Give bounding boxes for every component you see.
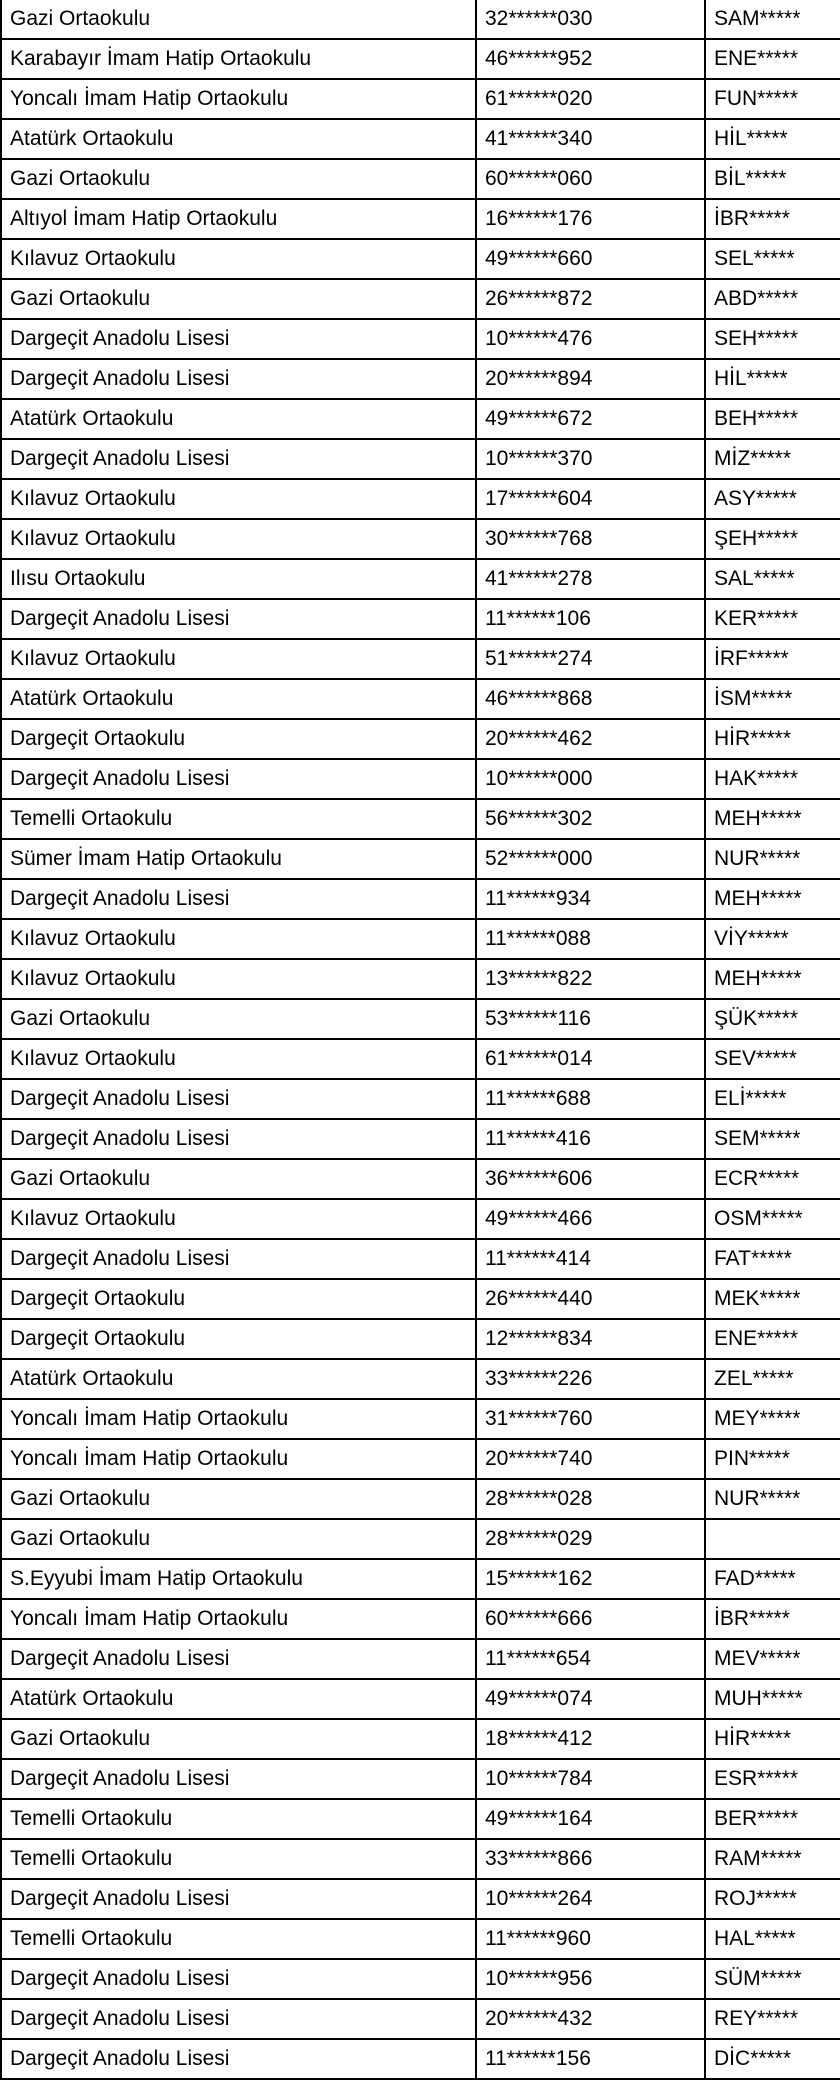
id-number-cell[interactable]: 60******060 (476, 159, 705, 199)
id-number-cell[interactable]: 56******302 (476, 799, 705, 839)
school-cell[interactable]: Dargeçit Anadolu Lisesi (1, 1079, 476, 1119)
name-cell[interactable]: MİZ***** (705, 439, 840, 479)
name-cell[interactable]: OSM***** (705, 1199, 840, 1239)
id-number-cell[interactable]: 11******106 (476, 599, 705, 639)
name-cell[interactable]: HİL***** (705, 359, 840, 399)
name-cell[interactable]: FAT***** (705, 1239, 840, 1279)
name-cell[interactable]: VİY***** (705, 919, 840, 959)
name-cell[interactable]: ELİ***** (705, 1079, 840, 1119)
school-cell[interactable]: Dargeçit Anadolu Lisesi (1, 319, 476, 359)
table-row (1, 1479, 840, 1519)
table-row (1, 1559, 840, 1599)
table-row (1, 879, 840, 919)
table-row (1, 999, 840, 1039)
name-cell[interactable]: ESR***** (705, 1759, 840, 1799)
school-cell[interactable]: Gazi Ortaokulu (1, 1719, 476, 1759)
school-cell[interactable]: Kılavuz Ortaokulu (1, 519, 476, 559)
table-row (1, 439, 840, 479)
id-number-cell[interactable]: 51******274 (476, 639, 705, 679)
table-row (1, 399, 840, 439)
id-number-cell[interactable]: 46******952 (476, 39, 705, 79)
name-cell[interactable]: HİL***** (705, 119, 840, 159)
table-row (1, 1999, 840, 2039)
id-number-cell[interactable]: 17******604 (476, 479, 705, 519)
school-cell[interactable]: Kılavuz Ortaokulu (1, 919, 476, 959)
table-row (1, 1719, 840, 1759)
school-cell[interactable]: Temelli Ortaokulu (1, 1799, 476, 1839)
id-number-cell[interactable]: 20******740 (476, 1439, 705, 1479)
id-number-cell[interactable]: 16******176 (476, 199, 705, 239)
school-cell[interactable]: Dargeçit Anadolu Lisesi (1, 1879, 476, 1919)
table-row (1, 479, 840, 519)
table-row (1, 759, 840, 799)
school-cell[interactable]: Dargeçit Anadolu Lisesi (1, 1639, 476, 1679)
school-cell[interactable]: Kılavuz Ortaokulu (1, 1039, 476, 1079)
table-row (1, 1959, 840, 1999)
id-number-cell[interactable]: 11******960 (476, 1919, 705, 1959)
school-cell[interactable]: Dargeçit Ortaokulu (1, 1319, 476, 1359)
id-number-cell[interactable]: 13******822 (476, 959, 705, 999)
table-body (1, 0, 840, 2079)
id-number-cell[interactable]: 11******156 (476, 2039, 705, 2079)
school-cell[interactable]: Ilısu Ortaokulu (1, 559, 476, 599)
table-row (1, 1279, 840, 1319)
school-cell[interactable]: Atatürk Ortaokulu (1, 1679, 476, 1719)
name-cell[interactable]: ZEL***** (705, 1359, 840, 1399)
name-cell[interactable]: ŞÜK***** (705, 999, 840, 1039)
table-row (1, 1199, 840, 1239)
id-number-cell[interactable]: 61******020 (476, 79, 705, 119)
school-cell[interactable]: Dargeçit Anadolu Lisesi (1, 1999, 476, 2039)
name-cell[interactable]: SAM***** (705, 0, 840, 39)
school-cell[interactable]: Dargeçit Anadolu Lisesi (1, 1759, 476, 1799)
school-cell[interactable]: Gazi Ortaokulu (1, 1519, 476, 1559)
name-cell[interactable]: BEH***** (705, 399, 840, 439)
name-cell[interactable] (705, 1519, 840, 1559)
school-cell[interactable]: Dargeçit Anadolu Lisesi (1, 359, 476, 399)
table-row (1, 1119, 840, 1159)
school-cell[interactable]: Atatürk Ortaokulu (1, 1359, 476, 1399)
id-number-cell[interactable]: 49******672 (476, 399, 705, 439)
table-row (1, 519, 840, 559)
id-number-cell[interactable]: 11******934 (476, 879, 705, 919)
table-row (1, 1439, 840, 1479)
id-number-cell[interactable]: 26******440 (476, 1279, 705, 1319)
name-cell[interactable]: İBR***** (705, 199, 840, 239)
school-cell[interactable]: Altıyol İmam Hatip Ortaokulu (1, 199, 476, 239)
name-cell[interactable]: İSM***** (705, 679, 840, 719)
school-cell[interactable]: Atatürk Ortaokulu (1, 119, 476, 159)
id-number-cell[interactable]: 11******088 (476, 919, 705, 959)
school-cell[interactable]: Kılavuz Ortaokulu (1, 639, 476, 679)
table-row (1, 359, 840, 399)
table-row (1, 1079, 840, 1119)
name-cell[interactable]: MEV***** (705, 1639, 840, 1679)
name-cell[interactable]: KER***** (705, 599, 840, 639)
school-cell[interactable]: Dargeçit Anadolu Lisesi (1, 759, 476, 799)
table-row (1, 799, 840, 839)
school-cell[interactable]: Dargeçit Anadolu Lisesi (1, 879, 476, 919)
school-cell[interactable]: Kılavuz Ortaokulu (1, 959, 476, 999)
name-cell[interactable]: SÜM***** (705, 1959, 840, 1999)
school-cell[interactable]: Yoncalı İmam Hatip Ortaokulu (1, 79, 476, 119)
name-cell[interactable]: ECR***** (705, 1159, 840, 1199)
id-number-cell[interactable]: 61******014 (476, 1039, 705, 1079)
table-row (1, 839, 840, 879)
name-cell[interactable]: MEH***** (705, 959, 840, 999)
table-row (1, 2039, 840, 2079)
table-row (1, 239, 840, 279)
name-cell[interactable]: HİR***** (705, 719, 840, 759)
table-row (1, 1359, 840, 1399)
table-row (1, 1319, 840, 1359)
school-cell[interactable]: Dargeçit Ortaokulu (1, 1279, 476, 1319)
table-row (1, 599, 840, 639)
id-number-cell[interactable]: 46******868 (476, 679, 705, 719)
id-number-cell[interactable]: 26******872 (476, 279, 705, 319)
id-number-cell[interactable]: 60******666 (476, 1599, 705, 1639)
table-row (1, 319, 840, 359)
school-cell[interactable]: Gazi Ortaokulu (1, 279, 476, 319)
id-number-cell[interactable]: 20******894 (476, 359, 705, 399)
table-row (1, 1919, 840, 1959)
name-cell[interactable]: ŞEH***** (705, 519, 840, 559)
school-cell[interactable]: Sümer İmam Hatip Ortaokulu (1, 839, 476, 879)
table-row (1, 1639, 840, 1679)
name-cell[interactable]: DİC***** (705, 2039, 840, 2079)
school-cell[interactable]: Yoncalı İmam Hatip Ortaokulu (1, 1599, 476, 1639)
name-cell[interactable]: RAM***** (705, 1839, 840, 1879)
id-number-cell[interactable]: 36******606 (476, 1159, 705, 1199)
id-number-cell[interactable]: 28******029 (476, 1519, 705, 1559)
id-number-cell[interactable]: 41******278 (476, 559, 705, 599)
name-cell[interactable]: HAL***** (705, 1919, 840, 1959)
school-cell[interactable]: Dargeçit Anadolu Lisesi (1, 1119, 476, 1159)
id-number-cell[interactable]: 11******416 (476, 1119, 705, 1159)
table-row (1, 639, 840, 679)
id-number-cell[interactable]: 10******476 (476, 319, 705, 359)
school-cell[interactable]: Yoncalı İmam Hatip Ortaokulu (1, 1439, 476, 1479)
name-cell[interactable]: MEH***** (705, 799, 840, 839)
table-row (1, 1399, 840, 1439)
id-number-cell[interactable]: 52******000 (476, 839, 705, 879)
school-cell[interactable]: Gazi Ortaokulu (1, 0, 476, 39)
id-number-cell[interactable]: 11******688 (476, 1079, 705, 1119)
school-cell[interactable]: Kılavuz Ortaokulu (1, 239, 476, 279)
school-cell[interactable]: Dargeçit Anadolu Lisesi (1, 439, 476, 479)
name-cell[interactable]: NUR***** (705, 839, 840, 879)
table-row (1, 719, 840, 759)
school-cell[interactable]: Temelli Ortaokulu (1, 1839, 476, 1879)
table-row (1, 199, 840, 239)
name-cell[interactable]: SEV***** (705, 1039, 840, 1079)
table-row (1, 279, 840, 319)
table-row (1, 1759, 840, 1799)
name-cell[interactable]: MEH***** (705, 879, 840, 919)
name-cell[interactable]: ROJ***** (705, 1879, 840, 1919)
table-row (1, 679, 840, 719)
name-cell[interactable]: PIN***** (705, 1439, 840, 1479)
school-cell[interactable]: Dargeçit Anadolu Lisesi (1, 2039, 476, 2079)
table-row (1, 1239, 840, 1279)
id-number-cell[interactable]: 20******432 (476, 1999, 705, 2039)
id-number-cell[interactable]: 53******116 (476, 999, 705, 1039)
id-number-cell[interactable]: 10******370 (476, 439, 705, 479)
school-cell[interactable]: Atatürk Ortaokulu (1, 399, 476, 439)
name-cell[interactable]: ASY***** (705, 479, 840, 519)
id-number-cell[interactable]: 18******412 (476, 1719, 705, 1759)
school-cell[interactable]: Dargeçit Anadolu Lisesi (1, 599, 476, 639)
school-cell[interactable]: Dargeçit Anadolu Lisesi (1, 1959, 476, 1999)
school-cell[interactable]: Gazi Ortaokulu (1, 159, 476, 199)
table-row (1, 1799, 840, 1839)
name-cell[interactable]: ENE***** (705, 39, 840, 79)
id-number-cell[interactable]: 12******834 (476, 1319, 705, 1359)
school-cell[interactable]: Dargeçit Ortaokulu (1, 719, 476, 759)
id-number-cell[interactable]: 20******462 (476, 719, 705, 759)
id-number-cell[interactable]: 10******264 (476, 1879, 705, 1919)
name-cell[interactable]: FAD***** (705, 1559, 840, 1599)
name-cell[interactable]: NUR***** (705, 1479, 840, 1519)
id-number-cell[interactable]: 28******028 (476, 1479, 705, 1519)
table-row (1, 1839, 840, 1879)
id-number-cell[interactable]: 10******000 (476, 759, 705, 799)
id-number-cell[interactable]: 31******760 (476, 1399, 705, 1439)
table-row (1, 959, 840, 999)
id-number-cell[interactable]: 41******340 (476, 119, 705, 159)
name-cell[interactable]: ABD***** (705, 279, 840, 319)
name-cell[interactable]: MUH***** (705, 1679, 840, 1719)
table-row (1, 1679, 840, 1719)
school-cell[interactable]: S.Eyyubi İmam Hatip Ortaokulu (1, 1559, 476, 1599)
id-number-cell[interactable]: 33******866 (476, 1839, 705, 1879)
id-number-cell[interactable]: 30******768 (476, 519, 705, 559)
school-cell[interactable]: Atatürk Ortaokulu (1, 679, 476, 719)
table-row (1, 919, 840, 959)
name-cell[interactable]: İRF***** (705, 639, 840, 679)
table-row (1, 1519, 840, 1559)
id-number-cell[interactable]: 33******226 (476, 1359, 705, 1399)
school-cell[interactable]: Gazi Ortaokulu (1, 1159, 476, 1199)
name-cell[interactable]: SEL***** (705, 239, 840, 279)
id-number-cell[interactable]: 49******164 (476, 1799, 705, 1839)
table-row (1, 1039, 840, 1079)
name-cell[interactable]: MEK***** (705, 1279, 840, 1319)
table-row (1, 159, 840, 199)
name-cell[interactable]: SEM***** (705, 1119, 840, 1159)
id-number-cell[interactable]: 15******162 (476, 1559, 705, 1599)
school-cell[interactable]: Kılavuz Ortaokulu (1, 479, 476, 519)
table-row (1, 0, 840, 39)
school-cell[interactable]: Karabayır İmam Hatip Ortaokulu (1, 39, 476, 79)
id-number-cell[interactable]: 49******074 (476, 1679, 705, 1719)
name-cell[interactable]: BİL***** (705, 159, 840, 199)
id-number-cell[interactable]: 49******466 (476, 1199, 705, 1239)
name-cell[interactable]: HAK***** (705, 759, 840, 799)
table-row (1, 559, 840, 599)
name-cell[interactable]: İBR***** (705, 1599, 840, 1639)
table-row (1, 1159, 840, 1199)
id-number-cell[interactable]: 11******654 (476, 1639, 705, 1679)
school-cell[interactable]: Gazi Ortaokulu (1, 999, 476, 1039)
table-row (1, 39, 840, 79)
id-number-cell[interactable]: 10******784 (476, 1759, 705, 1799)
table-row (1, 79, 840, 119)
id-number-cell[interactable]: 10******956 (476, 1959, 705, 1999)
name-cell[interactable]: FUN***** (705, 79, 840, 119)
table-row (1, 119, 840, 159)
name-cell[interactable]: ENE***** (705, 1319, 840, 1359)
id-number-cell[interactable]: 32******030 (476, 0, 705, 39)
name-cell[interactable]: SEH***** (705, 319, 840, 359)
id-number-cell[interactable]: 49******660 (476, 239, 705, 279)
school-cell[interactable]: Kılavuz Ortaokulu (1, 1199, 476, 1239)
table-row (1, 1879, 840, 1919)
school-cell[interactable]: Dargeçit Anadolu Lisesi (1, 1239, 476, 1279)
name-cell[interactable]: HİR***** (705, 1719, 840, 1759)
school-cell[interactable]: Temelli Ortaokulu (1, 799, 476, 839)
school-cell[interactable]: Temelli Ortaokulu (1, 1919, 476, 1959)
school-cell[interactable]: Gazi Ortaokulu (1, 1479, 476, 1519)
id-number-cell[interactable]: 11******414 (476, 1239, 705, 1279)
name-cell[interactable]: SAL***** (705, 559, 840, 599)
name-cell[interactable]: REY***** (705, 1999, 840, 2039)
name-cell[interactable]: BER***** (705, 1799, 840, 1839)
school-cell[interactable]: Yoncalı İmam Hatip Ortaokulu (1, 1399, 476, 1439)
name-cell[interactable]: MEY***** (705, 1399, 840, 1439)
table-row (1, 1599, 840, 1639)
